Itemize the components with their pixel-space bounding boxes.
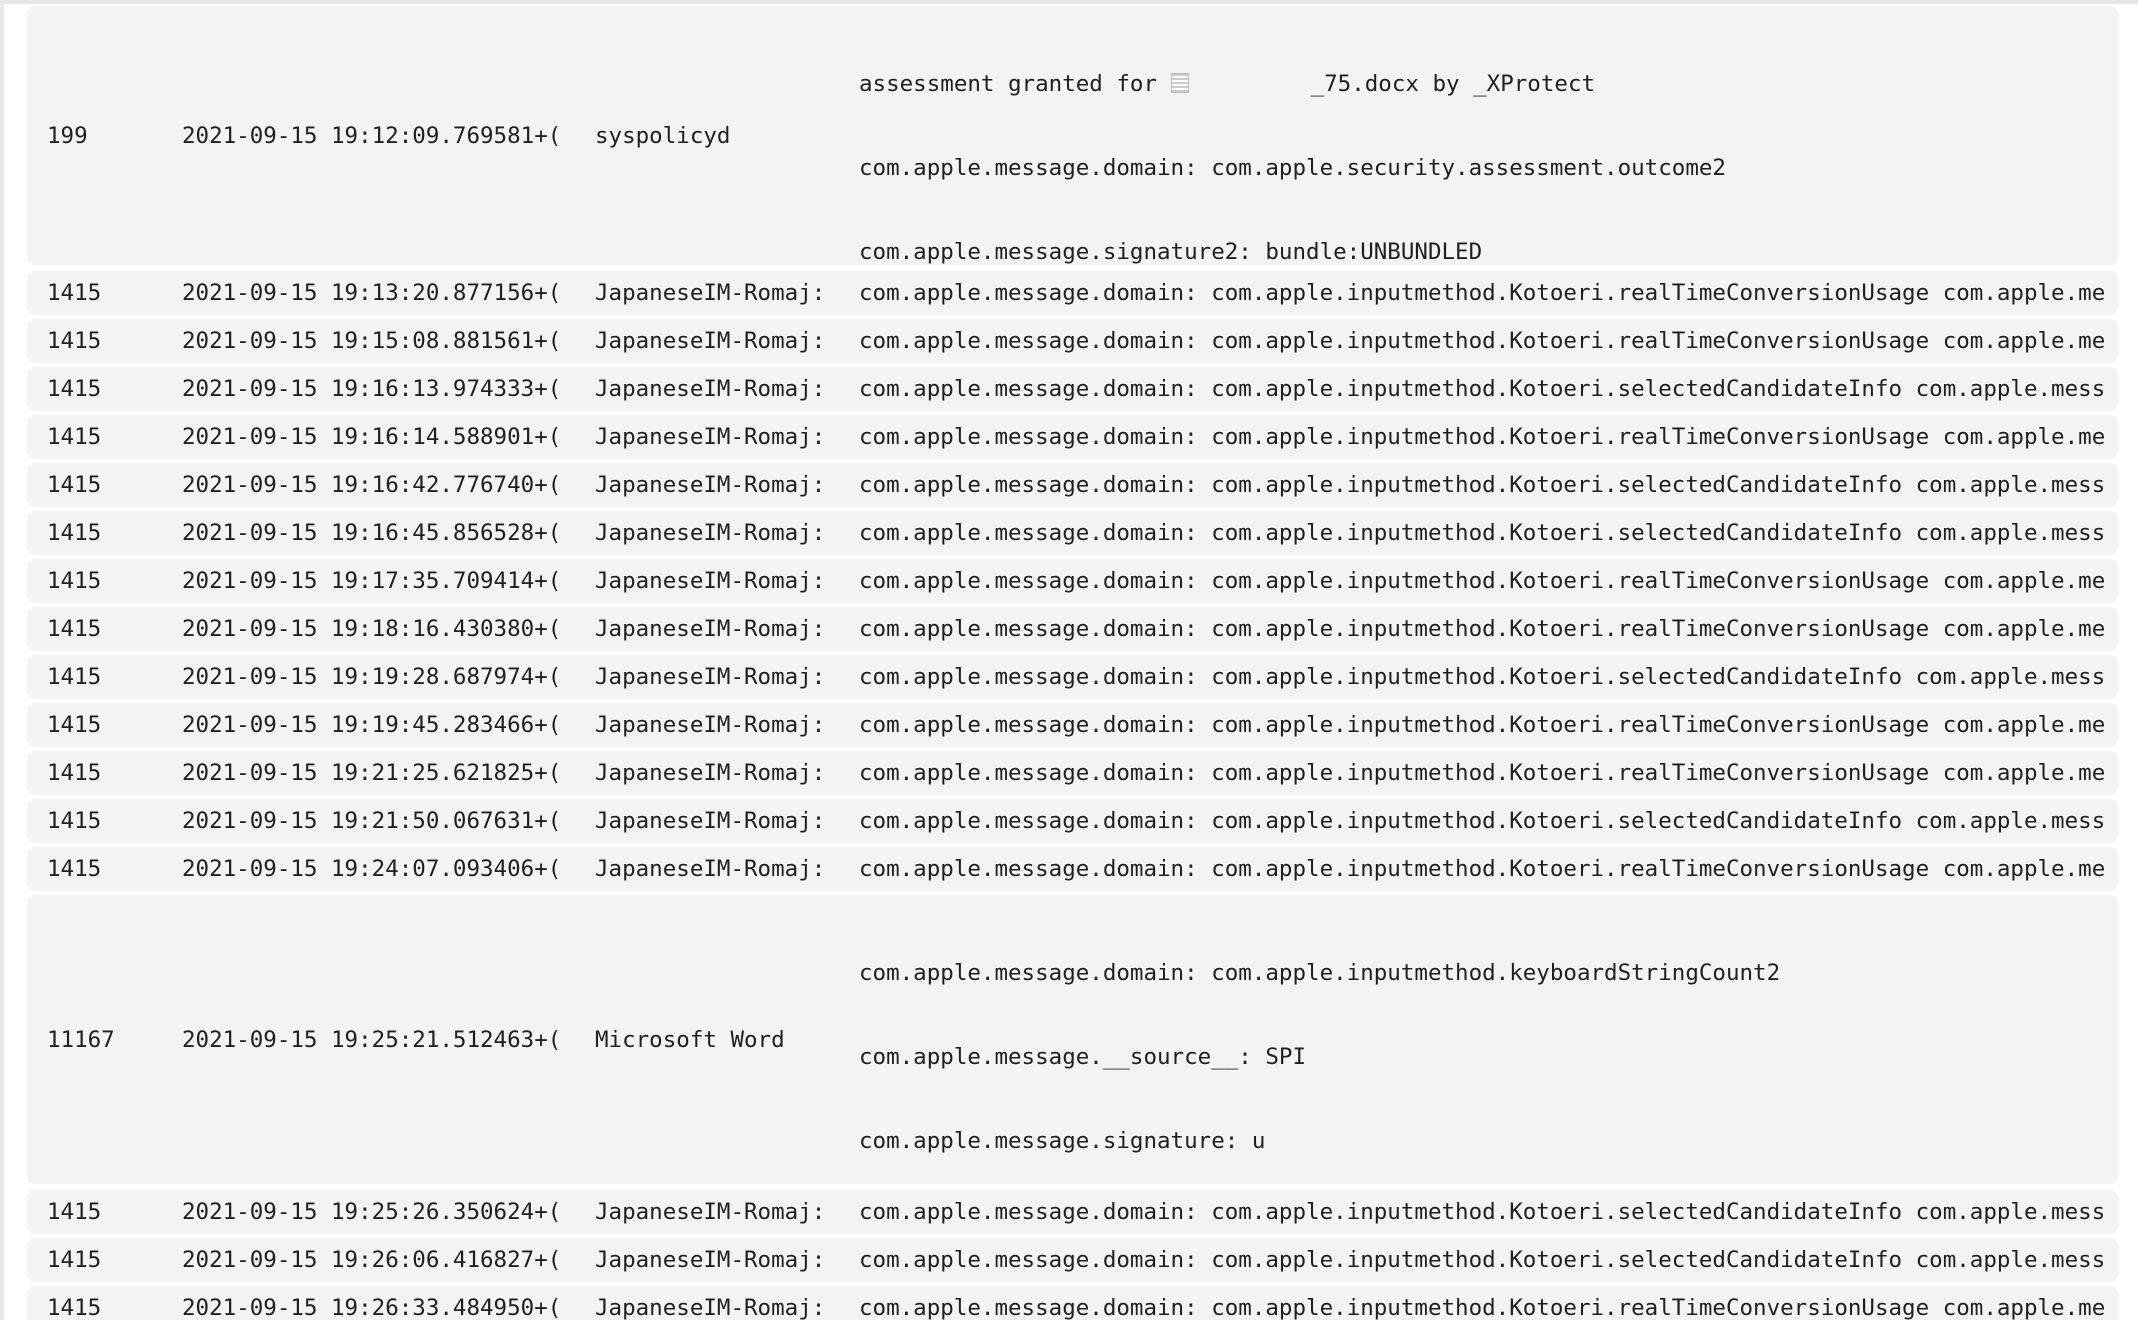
process-cell: Microsoft Word bbox=[595, 1026, 785, 1053]
timestamp-cell: 2021-09-15 19:21:50.067631+( bbox=[182, 808, 562, 834]
table-row[interactable] bbox=[27, 655, 2118, 699]
table-row[interactable] bbox=[27, 799, 2118, 843]
process-cell: syspolicyd bbox=[595, 122, 731, 149]
table-row[interactable] bbox=[27, 1238, 2118, 1282]
pid-cell: 1415 bbox=[47, 808, 102, 834]
process-cell: JapaneseIM-Romaj: bbox=[595, 616, 826, 642]
pid-cell: 1415 bbox=[47, 1295, 102, 1320]
process-cell: JapaneseIM-Romaj: bbox=[595, 1247, 826, 1273]
pid-cell: 1415 bbox=[47, 280, 102, 306]
table-row[interactable] bbox=[27, 1286, 2118, 1320]
timestamp-cell: 2021-09-15 19:16:42.776740+( bbox=[182, 472, 562, 498]
timestamp-cell: 2021-09-15 19:25:21.512463+( bbox=[182, 1026, 562, 1053]
table-row[interactable] bbox=[27, 751, 2118, 795]
timestamp-cell: 2021-09-15 19:16:13.974333+( bbox=[182, 376, 562, 402]
table-row[interactable] bbox=[27, 319, 2118, 363]
message-cell: com.apple.message.domain: com.apple.inputmethod.Kotoeri.realTimeConversionUsage com.apple.me bbox=[859, 568, 2106, 594]
timestamp-cell: 2021-09-15 19:18:16.430380+( bbox=[182, 616, 562, 642]
message-cell: com.apple.message.domain: com.apple.inputmethod.Kotoeri.realTimeConversionUsage com.apple.me bbox=[859, 856, 2106, 882]
table-row[interactable] bbox=[27, 511, 2118, 555]
pid-cell: 1415 bbox=[47, 568, 102, 594]
timestamp-cell: 2021-09-15 19:15:08.881561+( bbox=[182, 328, 562, 354]
process-cell: JapaneseIM-Romaj: bbox=[595, 1295, 826, 1320]
process-cell: JapaneseIM-Romaj: bbox=[595, 712, 826, 738]
process-cell: JapaneseIM-Romaj: bbox=[595, 760, 826, 786]
message-cell bbox=[859, 6, 2118, 265]
table-row[interactable] bbox=[27, 847, 2118, 891]
process-cell: JapaneseIM-Romaj: bbox=[595, 328, 826, 354]
log-table bbox=[27, 6, 2118, 1320]
timestamp-cell: 2021-09-15 19:19:28.687974+( bbox=[182, 664, 562, 690]
process-cell: JapaneseIM-Romaj: bbox=[595, 1199, 826, 1225]
table-row[interactable] bbox=[27, 703, 2118, 747]
pid-cell: 1415 bbox=[47, 664, 102, 690]
message-line: com.apple.message.signature2: bundle:UNBUNDLED bbox=[859, 239, 1483, 265]
message-cell: com.apple.message.domain: com.apple.inputmethod.Kotoeri.realTimeConversionUsage com.apple.me bbox=[859, 760, 2106, 786]
table-row[interactable] bbox=[27, 607, 2118, 651]
message-cell: com.apple.message.domain: com.apple.inputmethod.Kotoeri.realTimeConversionUsage com.apple.me bbox=[859, 616, 2106, 642]
pid-cell: 1415 bbox=[47, 760, 102, 786]
process-cell: JapaneseIM-Romaj: bbox=[595, 808, 826, 834]
message-cell: com.apple.message.domain: com.apple.inputmethod.Kotoeri.realTimeConversionUsage com.apple.me bbox=[859, 424, 2106, 450]
timestamp-cell: 2021-09-15 19:16:45.856528+( bbox=[182, 520, 562, 546]
message-cell: com.apple.message.domain: com.apple.inputmethod.Kotoeri.realTimeConversionUsage com.apple.me bbox=[859, 328, 2106, 354]
message-line: com.apple.message.signature: u bbox=[859, 1128, 1266, 1154]
process-cell: JapaneseIM-Romaj: bbox=[595, 376, 826, 402]
pid-cell: 1415 bbox=[47, 856, 102, 882]
table-row[interactable] bbox=[27, 367, 2118, 411]
table-row[interactable] bbox=[27, 1190, 2118, 1234]
process-cell: JapaneseIM-Romaj: bbox=[595, 664, 826, 690]
timestamp-cell: 2021-09-15 19:26:33.484950+( bbox=[182, 1295, 562, 1320]
message-cell: com.apple.message.domain: com.apple.inputmethod.Kotoeri.selectedCandidateInfo com.apple.mess bbox=[859, 1247, 2106, 1273]
timestamp-cell: 2021-09-15 19:17:35.709414+( bbox=[182, 568, 562, 594]
message-cell: com.apple.message.domain: com.apple.inputmethod.Kotoeri.selectedCandidateInfo com.apple.mess bbox=[859, 472, 2106, 498]
top-border bbox=[0, 0, 2138, 4]
process-cell: JapaneseIM-Romaj: bbox=[595, 280, 826, 306]
message-line: com.apple.message.domain: com.apple.inputmethod.keyboardStringCount2 bbox=[859, 960, 1781, 986]
process-cell: JapaneseIM-Romaj: bbox=[595, 568, 826, 594]
process-cell: JapaneseIM-Romaj: bbox=[595, 520, 826, 546]
pid-cell: 1415 bbox=[47, 472, 102, 498]
timestamp-cell: 2021-09-15 19:12:09.769581+( bbox=[182, 122, 562, 149]
pid-cell: 1415 bbox=[47, 616, 102, 642]
table-row[interactable] bbox=[27, 271, 2118, 315]
table-row[interactable] bbox=[27, 6, 2118, 265]
timestamp-cell: 2021-09-15 19:26:06.416827+( bbox=[182, 1247, 562, 1273]
left-border bbox=[0, 0, 4, 1320]
message-cell bbox=[859, 895, 2118, 1184]
timestamp-cell: 2021-09-15 19:19:45.283466+( bbox=[182, 712, 562, 738]
message-cell: com.apple.message.domain: com.apple.inputmethod.Kotoeri.realTimeConversionUsage com.apple.me bbox=[859, 712, 2106, 738]
message-cell: com.apple.message.domain: com.apple.inputmethod.Kotoeri.selectedCandidateInfo com.apple.mess bbox=[859, 808, 2106, 834]
table-row[interactable] bbox=[27, 463, 2118, 507]
timestamp-cell: 2021-09-15 19:24:07.093406+( bbox=[182, 856, 562, 882]
pid-cell: 1415 bbox=[47, 328, 102, 354]
process-cell: JapaneseIM-Romaj: bbox=[595, 856, 826, 882]
pid-cell: 1415 bbox=[47, 424, 102, 450]
table-row[interactable] bbox=[27, 559, 2118, 603]
process-cell: JapaneseIM-Romaj: bbox=[595, 424, 826, 450]
message-cell: com.apple.message.domain: com.apple.inputmethod.Kotoeri.realTimeConversionUsage com.apple.me bbox=[859, 280, 2106, 306]
message-cell: com.apple.message.domain: com.apple.inputmethod.Kotoeri.realTimeConversionUsage com.apple.me bbox=[859, 1295, 2106, 1320]
message-cell: com.apple.message.domain: com.apple.inputmethod.Kotoeri.selectedCandidateInfo com.apple.mess bbox=[859, 664, 2106, 690]
message-cell: com.apple.message.domain: com.apple.inputmethod.Kotoeri.selectedCandidateInfo com.apple.mess bbox=[859, 376, 2106, 402]
table-row[interactable] bbox=[27, 415, 2118, 459]
message-line: com.apple.message.__source__: SPI bbox=[859, 1044, 1307, 1070]
message-cell: com.apple.message.domain: com.apple.inputmethod.Kotoeri.selectedCandidateInfo com.apple.mess bbox=[859, 1199, 2106, 1225]
timestamp-cell: 2021-09-15 19:16:14.588901+( bbox=[182, 424, 562, 450]
message-line: assessment granted for _75.docx by _XProtect bbox=[859, 71, 1596, 97]
message-cell: com.apple.message.domain: com.apple.inputmethod.Kotoeri.selectedCandidateInfo com.apple.mess bbox=[859, 520, 2106, 546]
timestamp-cell: 2021-09-15 19:21:25.621825+( bbox=[182, 760, 562, 786]
redacted-icon bbox=[1171, 73, 1189, 93]
pid-cell: 11167 bbox=[47, 1026, 115, 1053]
message-line: com.apple.message.domain: com.apple.security.assessment.outcome2 bbox=[859, 155, 1726, 181]
process-cell: JapaneseIM-Romaj: bbox=[595, 472, 826, 498]
table-row[interactable] bbox=[27, 895, 2118, 1184]
pid-cell: 1415 bbox=[47, 1199, 102, 1225]
pid-cell: 1415 bbox=[47, 376, 102, 402]
timestamp-cell: 2021-09-15 19:25:26.350624+( bbox=[182, 1199, 562, 1225]
pid-cell: 199 bbox=[47, 122, 88, 149]
timestamp-cell: 2021-09-15 19:13:20.877156+( bbox=[182, 280, 562, 306]
pid-cell: 1415 bbox=[47, 712, 102, 738]
pid-cell: 1415 bbox=[47, 1247, 102, 1273]
pid-cell: 1415 bbox=[47, 520, 102, 546]
